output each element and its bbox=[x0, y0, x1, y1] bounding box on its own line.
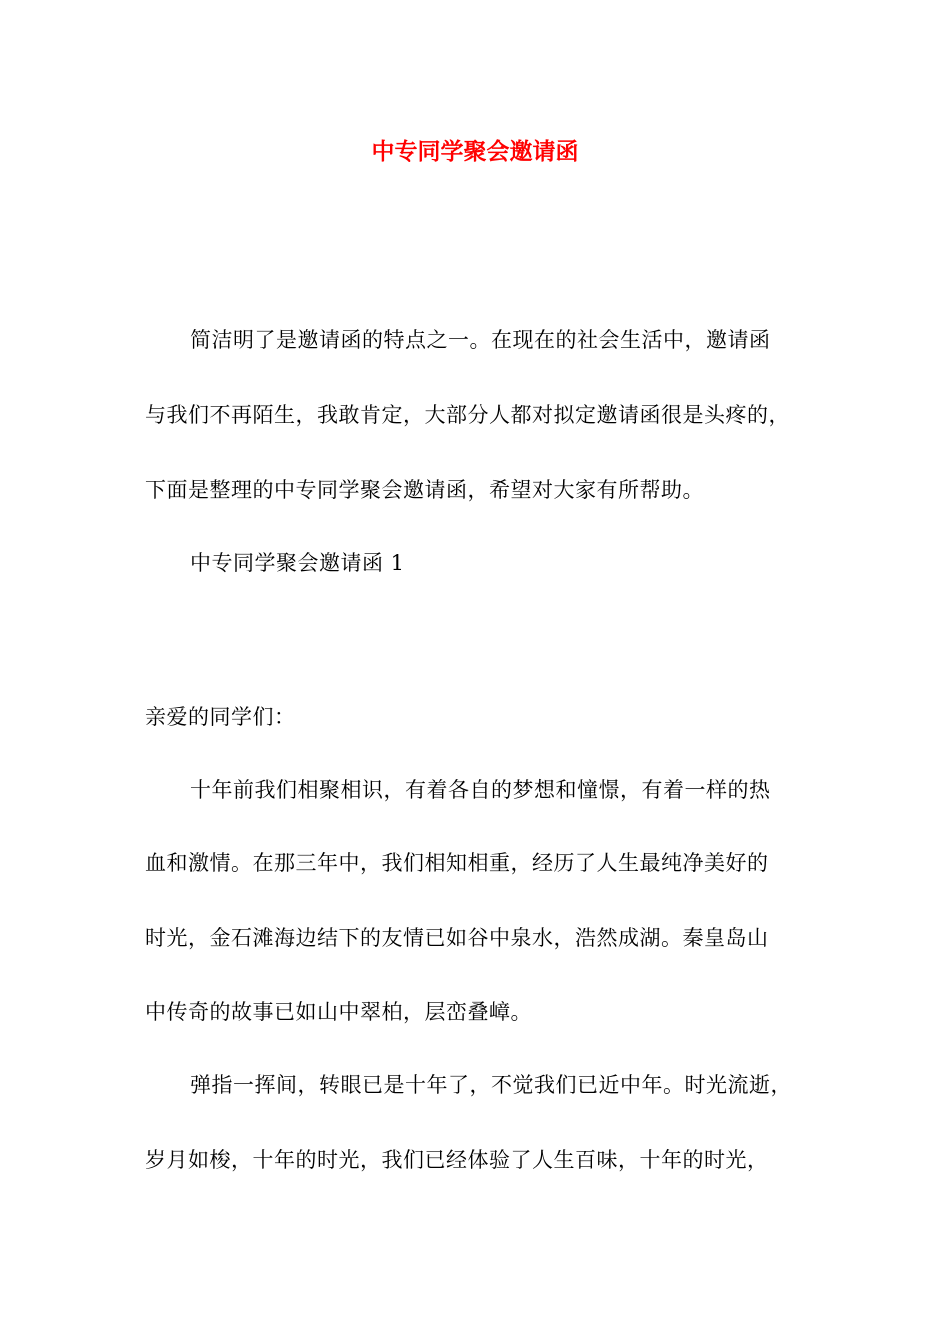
section-heading: 中专同学聚会邀请函 1 bbox=[190, 551, 405, 575]
paragraph-line: 与我们不再陌生，我敢肯定，大部分人都对拟定邀请函很是头疼的， bbox=[145, 403, 790, 427]
paragraph-line: 岁月如梭，十年的时光，我们已经体验了人生百味，十年的时光， bbox=[145, 1148, 769, 1172]
paragraph-line: 简洁明了是邀请函的特点之一。在现在的社会生活中，邀请函 bbox=[190, 328, 771, 352]
salutation: 亲爱的同学们： bbox=[145, 705, 296, 729]
paragraph-line: 十年前我们相聚相识，有着各自的梦想和憧憬，有着一样的热 bbox=[190, 778, 771, 802]
paragraph-line: 中传奇的故事已如山中翠柏，层峦叠嶂。 bbox=[145, 1000, 532, 1024]
paragraph-line: 弹指一挥间，转眼已是十年了，不觉我们已近中年。时光流逝， bbox=[190, 1073, 792, 1097]
paragraph-line: 血和激情。在那三年中，我们相知相重，经历了人生最纯净美好的 bbox=[145, 851, 769, 875]
paragraph-line: 时光，金石滩海边结下的友情已如谷中泉水，浩然成湖。秦皇岛山 bbox=[145, 926, 769, 950]
paragraph-line: 下面是整理的中专同学聚会邀请函，希望对大家有所帮助。 bbox=[145, 478, 704, 502]
document-title: 中专同学聚会邀请函 bbox=[371, 138, 579, 165]
